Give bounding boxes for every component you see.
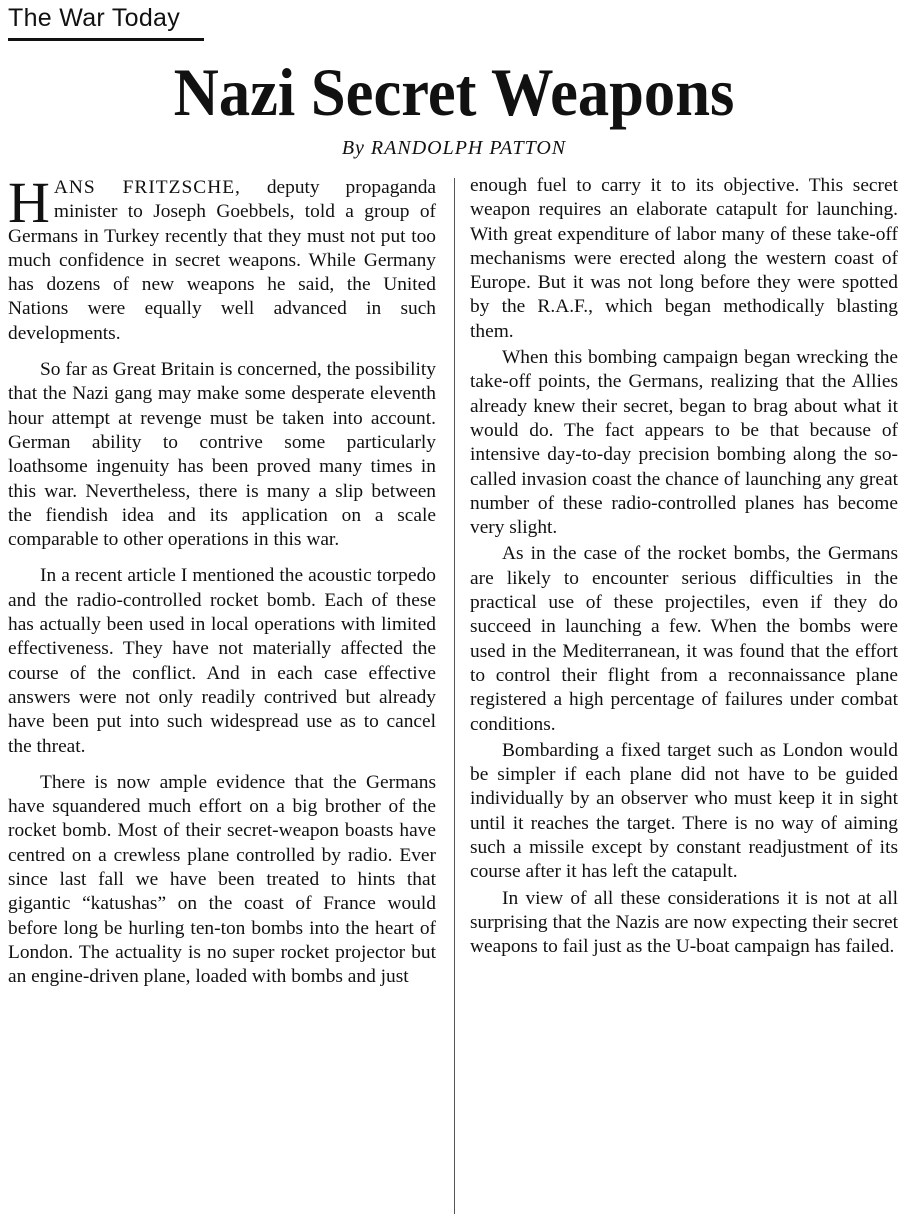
headline: Nazi Secret Weapons — [173, 54, 735, 130]
article-paragraph-7: Bombarding a fixed target such as London would be simpler if each plane did not have to be guided individually by an observer who must keep it in sight until it reaches the target. There is no way of aiming such a missile except by constant readjustment of its course after it has left the catapult. — [470, 739, 898, 883]
article-paragraph-5: When this bombing campaign began wrecking the take-off points, the Germans, realizing that the Allies already knew their secret, began to brag about what it would do. The fact appears to be that because of intensive day-to-day precision bombing along the so-called invasion coast the chance of launching any great number of these radio-controlled planes has become very slight. — [470, 347, 898, 539]
article-paragraph-8: In view of all these considerations it is not at all surprising that the Nazis are now expecting their secret weapons to fail just as the U-boat campaign has failed. — [470, 887, 898, 958]
byline: By RANDOLPH PATTON — [341, 137, 567, 159]
drop-cap: H — [8, 170, 50, 235]
article-paragraph-6: As in the case of the rocket bombs, the Germans are likely to encounter serious difficulties in the practical use of these projectiles, even if they do succeed in launching a few. When the bombs were used in the Mediterranean, it was found that the effort to control their flight from a reconnaissance plane registered a high percentage of failures under combat conditions. — [470, 543, 898, 735]
lead-words: ANS FRITZSCHE, — [53, 177, 241, 198]
column-divider — [454, 178, 455, 1214]
article-paragraph-3: In a recent article I mentioned the acoustic torpedo and the radio-controlled rocket bomb. Each of these has actually been used in local operations with limited effectiveness. They have not materially affected the course of the conflict. And in each case effective answers were not only readily contrived but already have been put into such widespread use as to cancel the threat. — [8, 565, 436, 757]
article-paragraph-2: So far as Great Britain is concerned, the possibility that the Nazi gang may make some desperate eleventh hour attempt at revenge must be taken into account. German ability to contrive some particularly loathsome ingenuity has been proved many times in this war. Nevertheless, there is many a slip between the fiendish idea and its application on a scale comparable to other operations in this war. — [8, 359, 436, 551]
section-rule — [8, 38, 204, 41]
article-column-left — [8, 170, 437, 1002]
article-paragraph-1 — [8, 170, 437, 346]
article-column-right — [470, 174, 898, 962]
paragraph-1-text: deputy propaganda minister to Joseph Goebbels, told a group of Germans in Turkey recently that they must not put too much confidence in secret weapons. While Germany has dozens of new weapons he said, the United Nations were equally well advanced in such developments. — [8, 177, 437, 344]
section-label: The War Today — [8, 4, 181, 32]
article-paragraph-4-continued: enough fuel to carry it to its objective. This secret weapon requires an elaborate catapult for launching. With great expenditure of labor many of these take-off mechanisms were erected along the western coast of Europe. But it was not long before they were spotted by the R.A.F., which began methodically blasting them. — [470, 175, 898, 342]
article-paragraph-4: There is now ample evidence that the Germans have squandered much effort on a big brother of the rocket bomb. Most of their secret-weapon boasts have centred on a crewless plane controlled by radio. Ever since last fall we have been treated to hints that gigantic “katushas” on the coast of France would before long be hurling ten-ton bombs into the heart of London. The actuality is no super rocket projector but an engine-driven plane, loaded with bombs and just — [8, 771, 436, 988]
